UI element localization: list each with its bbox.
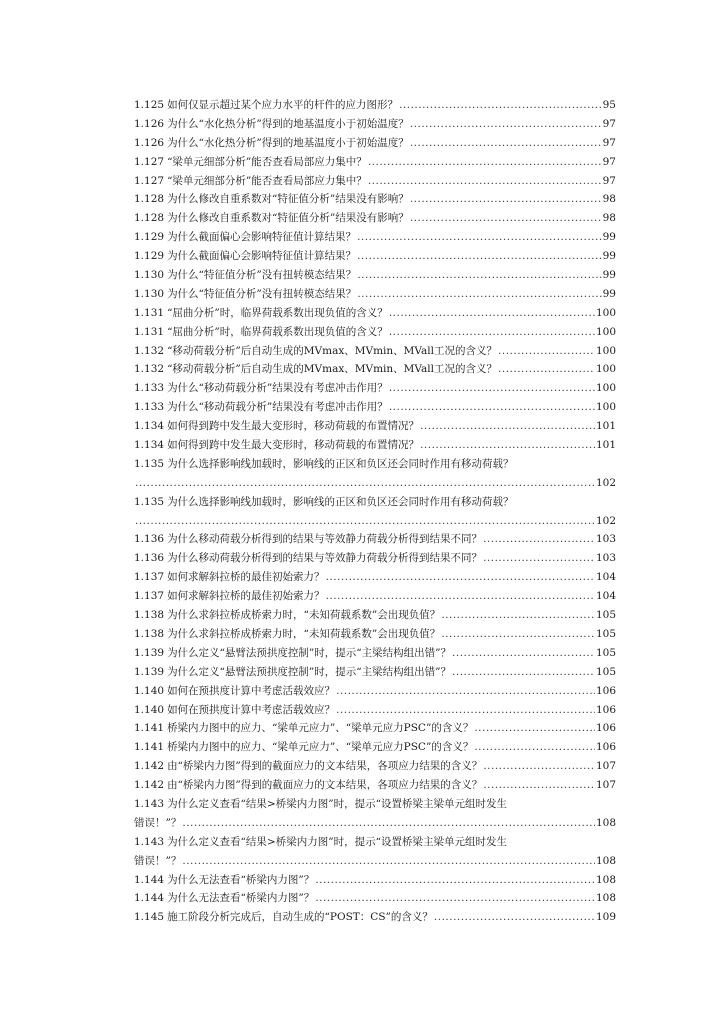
toc-entry-line [134,776,616,795]
toc-entry[interactable] [134,663,616,682]
toc-entry-title: 为什么定义查看“结果>桥梁内力图”时，提示“设置桥梁主梁单元组时发生 [167,835,507,848]
toc-entry-number: 1.129 [134,250,165,263]
toc-entry-page-number: 108 [595,854,616,867]
toc-entry-page-number: 99 [602,231,616,244]
toc-entry-line [134,96,616,115]
dot-leader [441,606,595,625]
toc-entry-number: 1.136 [134,552,165,565]
toc-entry-line [134,512,616,531]
toc-entry-line [134,285,616,304]
toc-entry[interactable] [134,398,616,417]
toc-entry[interactable] [134,190,616,209]
dot-leader [441,625,595,644]
toc-entry-number: 1.144 [134,873,165,886]
toc-entry[interactable] [134,360,616,379]
dot-leader [474,719,595,738]
toc-entry-page-number: 104 [595,571,616,584]
toc-entry-page-number: 98 [602,193,616,206]
toc-entry-title: 为什么求斜拉桥成桥索力时，“未知荷载系数”会出现负值？ [167,627,441,640]
toc-entry-line [134,871,616,890]
toc-entry-line [134,209,616,228]
toc-entry-line [134,814,616,833]
dot-leader [474,738,595,757]
toc-entry[interactable] [134,587,616,606]
toc-entry-page-number: 101 [595,420,616,433]
toc-entry-title: 为什么定义“悬臂法预拱度控制”时，提示“主梁结构组出错”？ [167,646,452,659]
toc-entry-line [134,474,616,493]
toc-entry-number: 1.140 [134,684,165,697]
toc-entry[interactable] [134,228,616,247]
toc-entry-page-number: 105 [595,665,616,678]
toc-entry-line [134,172,616,191]
toc-entry-number: 1.142 [134,760,165,773]
toc-entry-line [134,795,616,814]
toc-entry-number: 1.142 [134,779,165,792]
dot-leader [452,663,595,682]
toc-entry-page-number: 98 [602,212,616,225]
dot-leader [483,776,595,795]
toc-entry-title: 为什么“特征值分析”没有扭转模态结果？ [167,269,357,282]
toc-entry-number: 1.129 [134,231,165,244]
dot-leader [483,530,595,549]
toc-entry-title: 施工阶段分析完成后，自动生成的“POST：CS”的含义？ [167,911,433,924]
toc-entry-line [134,625,616,644]
toc-entry[interactable] [134,323,616,342]
toc-entry[interactable] [134,833,616,871]
toc-entry-number: 1.132 [134,344,165,357]
toc-entry-title: 为什么截面偏心会影响特征值计算结果？ [167,250,357,263]
toc-entry-line [134,889,616,908]
toc-entry-page-number: 105 [595,646,616,659]
dot-leader [498,342,595,361]
toc-entry-number: 1.126 [134,136,165,149]
toc-entry-line [134,852,616,871]
toc-entry-title: 为什么无法查看“桥梁内力图”？ [167,892,315,905]
toc-entry-line [134,738,616,757]
toc-entry-title: “梁单元细部分析”能否查看局部应力集中？ [167,155,367,168]
toc-entry-line [134,568,616,587]
toc-entry-number: 1.130 [134,269,165,282]
toc-entry-page-number: 103 [595,552,616,565]
toc-entry-title: 为什么修改自重系数对“特征值分析”结果没有影响？ [167,193,409,206]
toc-entry-line [134,436,616,455]
toc-entry-title: “移动荷载分析”后自动生成的MVmax、MVmin、MVall工况的含义？ [167,363,498,376]
dot-leader [135,474,595,493]
toc-entry[interactable] [134,436,616,455]
toc-entry-line [134,247,616,266]
dot-leader [357,285,601,304]
dot-leader [410,115,602,134]
toc-entry-page-number: 105 [595,609,616,622]
toc-entry-line [134,323,616,342]
toc-entry-title: “屈曲分析”时，临界荷载系数出现负值的含义？ [167,306,388,319]
toc-entry-page-number: 97 [602,155,616,168]
toc-entry-page-number: 99 [602,287,616,300]
toc-entry[interactable] [134,549,616,568]
toc-entry-title: 为什么定义“悬臂法预拱度控制”时，提示“主梁结构组出错”？ [167,665,452,678]
toc-entry-page-number: 97 [602,117,616,130]
toc-entry[interactable] [134,247,616,266]
toc-entry-title: 如何得到跨中发生最大变形时，移动荷载的布置情况？ [167,420,420,433]
toc-entry-line [134,342,616,361]
toc-entry-line [134,153,616,172]
dot-leader [410,134,602,153]
toc-entry[interactable] [134,455,616,493]
toc-entry-number: 1.131 [134,306,165,319]
toc-entry-page-number: 106 [595,684,616,697]
toc-entry-line [134,530,616,549]
toc-entry[interactable] [134,115,616,134]
toc-entry-number: 1.134 [134,439,165,452]
toc-entry-line [134,115,616,134]
toc-entry-number: 1.137 [134,571,165,584]
toc-entry[interactable] [134,776,616,795]
toc-entry-line [134,587,616,606]
toc-entry-page-number: 102 [595,514,616,527]
toc-entry-title: 为什么“水化热分析”得到的地基温度小于初始温度？ [167,117,409,130]
dot-leader [357,247,602,266]
dot-leader [420,417,595,436]
toc-entry-number: 1.135 [134,495,165,508]
dot-leader [135,512,595,531]
toc-entry-page-number: 100 [595,363,616,376]
dot-leader [182,852,595,871]
toc-entry-title: 如何求解斜拉桥的最佳初始索力？ [167,571,325,584]
toc-entry-page-number: 100 [595,306,616,319]
toc-entry-page-number: 100 [595,382,616,395]
toc-entry-page-number: 99 [602,250,616,263]
toc-entry-page-number: 99 [602,269,616,282]
dot-leader [182,814,595,833]
toc-entry-line [134,134,616,153]
toc-entry-number: 1.128 [134,193,165,206]
toc-entry[interactable] [134,493,616,531]
toc-entry-page-number: 105 [595,627,616,640]
dot-leader [399,96,602,115]
toc-entry-title: 为什么移动荷载分析得到的结果与等效静力荷载分析得到结果不同？ [167,533,483,546]
toc-entry-page-number: 102 [595,476,616,489]
toc-entry-title: 为什么修改自重系数对“特征值分析”结果没有影响？ [167,212,409,225]
toc-entry-title: 如何在预拱度计算中考虑活载效应？ [167,684,336,697]
dot-leader [389,323,595,342]
toc-entry-title: 桥梁内力图中的应力、“梁单元应力”、“梁单元应力PSC”的含义？ [167,722,474,735]
toc-entry-title: 如何得到跨中发生最大变形时，移动荷载的布置情况？ [167,439,420,452]
toc-entry-page-number: 106 [595,703,616,716]
toc-entry-page-number: 106 [595,722,616,735]
toc-entry[interactable] [134,342,616,361]
toc-entry-number: 1.143 [134,835,165,848]
toc-entry-page-number: 108 [595,873,616,886]
toc-entry-number: 1.139 [134,665,165,678]
toc-entry[interactable] [134,304,616,323]
toc-entry[interactable] [134,266,616,285]
toc-entry-line [134,379,616,398]
toc-entry-number: 1.132 [134,363,165,376]
toc-entry-line [134,833,616,852]
toc-entry-number: 1.137 [134,590,165,603]
dot-leader [368,172,602,191]
toc-entry-line [134,304,616,323]
dot-leader [326,568,595,587]
toc-entry-title: 错误！”？ [134,816,182,829]
toc-entry-page-number: 97 [602,174,616,187]
dot-leader [434,908,595,927]
toc-entry-number: 1.136 [134,533,165,546]
toc-entry-title: 为什么选择影响线加载时，影响线的正区和负区还会同时作用有移动荷载？ [167,495,514,508]
toc-entry-page-number: 100 [595,344,616,357]
dot-leader [336,701,595,720]
toc-entry-number: 1.144 [134,892,165,905]
toc-entry-line [134,190,616,209]
toc-entry-title: “梁单元细部分析”能否查看局部应力集中？ [167,174,367,187]
toc-entry[interactable] [134,172,616,191]
toc-entry-number: 1.139 [134,646,165,659]
toc-entry-line [134,682,616,701]
toc-entry[interactable] [134,568,616,587]
toc-entry[interactable] [134,134,616,153]
toc-entry[interactable] [134,379,616,398]
dot-leader [336,682,595,701]
toc-entry-number: 1.131 [134,325,165,338]
toc-entry[interactable] [134,682,616,701]
toc-entry-title: 为什么“移动荷载分析”结果没有考虑冲击作用？ [167,401,388,414]
toc-entry-line [134,549,616,568]
toc-entry-title: 如何仅显示超过某个应力水平的杆件的应力图形？ [167,99,399,111]
toc-entry-line [134,719,616,738]
toc-entry[interactable] [134,701,616,720]
toc-entry-title: “屈曲分析”时，临界荷载系数出现负值的含义？ [167,325,388,338]
toc-entry-number: 1.126 [134,117,165,130]
dot-leader [357,266,601,285]
toc-entry-title: 如何在预拱度计算中考虑活载效应？ [167,703,336,716]
toc-entry-number: 1.135 [134,457,165,470]
toc-entry-title: “移动荷载分析”后自动生成的MVmax、MVmin、MVall工况的含义？ [167,344,498,357]
dot-leader [389,304,595,323]
toc-entry-page-number: 95 [602,99,616,111]
toc-entry-title: 为什么无法查看“桥梁内力图”？ [167,873,315,886]
toc-entry-title: 错误！”？ [134,854,182,867]
toc-entry[interactable] [134,644,616,663]
dot-leader [410,190,602,209]
toc-entry-line [134,663,616,682]
dot-leader [410,209,602,228]
toc-entry-number: 1.138 [134,609,165,622]
dot-leader [357,228,602,247]
toc-entry[interactable] [134,209,616,228]
toc-entry-number: 1.133 [134,401,165,414]
toc-entry-line [134,644,616,663]
toc-entry-title: 由“桥梁内力图”得到的截面应力的文本结果，各项应力结果的含义？ [167,779,483,792]
toc-entry[interactable] [134,606,616,625]
toc-entry-title: 为什么求斜拉桥成桥索力时，“未知荷载系数”会出现负值？ [167,609,441,622]
toc-entry[interactable] [134,530,616,549]
toc-entry-page-number: 101 [595,439,616,452]
toc-entry-number: 1.133 [134,382,165,395]
toc-entry-page-number: 108 [595,892,616,905]
table-of-contents [134,96,616,927]
toc-entry-number: 1.140 [134,703,165,716]
toc-entry-page-number: 100 [595,325,616,338]
toc-entry-line [134,266,616,285]
toc-entry[interactable] [134,285,616,304]
toc-entry-title: 为什么“特征值分析”没有扭转模态结果？ [167,287,357,300]
toc-entry-title: 由“桥梁内力图”得到的截面应力的文本结果，各项应力结果的含义？ [167,760,483,773]
toc-entry[interactable] [134,719,616,738]
toc-entry-page-number: 97 [602,136,616,149]
toc-entry-page-number: 107 [595,760,616,773]
toc-entry-line [134,606,616,625]
toc-entry-number: 1.127 [134,174,165,187]
toc-entry-title: 为什么截面偏心会影响特征值计算结果？ [167,231,357,244]
toc-entry-line [134,701,616,720]
toc-entry[interactable] [134,625,616,644]
toc-entry[interactable] [134,417,616,436]
toc-entry-line [134,455,616,474]
toc-entry-page-number: 104 [595,590,616,603]
toc-entry-number: 1.128 [134,212,165,225]
toc-entry-title: 为什么移动荷载分析得到的结果与等效静力荷载分析得到结果不同？ [167,552,483,565]
toc-entry-page-number: 109 [595,911,616,924]
dot-leader [483,549,595,568]
toc-entry-line [134,228,616,247]
toc-entry-number: 1.130 [134,287,165,300]
toc-entry-line [134,908,616,927]
toc-entry-number: 1.134 [134,420,165,433]
toc-entry[interactable] [134,795,616,833]
toc-entry-number: 1.127 [134,155,165,168]
toc-entry-number: 1.138 [134,627,165,640]
dot-leader [483,757,595,776]
toc-entry-line [134,398,616,417]
dot-leader [315,889,595,908]
toc-entry-title: 桥梁内力图中的应力、“梁单元应力”、“梁单元应力PSC”的含义？ [167,741,474,754]
dot-leader [498,360,595,379]
toc-entry[interactable] [134,889,616,908]
dot-leader [326,587,595,606]
dot-leader [420,436,595,455]
dot-leader [389,379,595,398]
toc-entry-title: 为什么“水化热分析”得到的地基温度小于初始温度？ [167,136,409,149]
toc-entry-line [134,360,616,379]
toc-entry[interactable] [134,738,616,757]
toc-entry-line [134,417,616,436]
toc-entry[interactable] [134,908,616,927]
toc-entry-number: 1.143 [134,797,165,810]
toc-entry-page-number: 106 [595,741,616,754]
dot-leader [315,871,595,890]
dot-leader [389,398,595,417]
toc-entry-page-number: 100 [595,401,616,414]
toc-entry-number: 1.125 [134,99,165,111]
toc-entry[interactable] [134,96,616,115]
dot-leader [368,153,602,172]
toc-entry-page-number: 108 [595,816,616,829]
toc-entry-title: 为什么定义查看“结果>桥梁内力图”时，提示“设置桥梁主梁单元组时发生 [167,797,507,810]
toc-entry[interactable] [134,153,616,172]
toc-entry-page-number: 103 [595,533,616,546]
toc-entry-title: 为什么“移动荷载分析”结果没有考虑冲击作用？ [167,382,388,395]
toc-entry[interactable] [134,871,616,890]
toc-entry-number: 1.145 [134,911,165,924]
toc-entry-line [134,757,616,776]
toc-entry-number: 1.141 [134,722,165,735]
toc-entry-title: 如何求解斜拉桥的最佳初始索力？ [167,590,325,603]
toc-entry-number: 1.141 [134,741,165,754]
dot-leader [452,644,595,663]
toc-entry-page-number: 107 [595,779,616,792]
toc-entry[interactable] [134,757,616,776]
toc-entry-title: 为什么选择影响线加载时，影响线的正区和负区还会同时作用有移动荷载？ [167,457,514,470]
toc-entry-line [134,493,616,512]
